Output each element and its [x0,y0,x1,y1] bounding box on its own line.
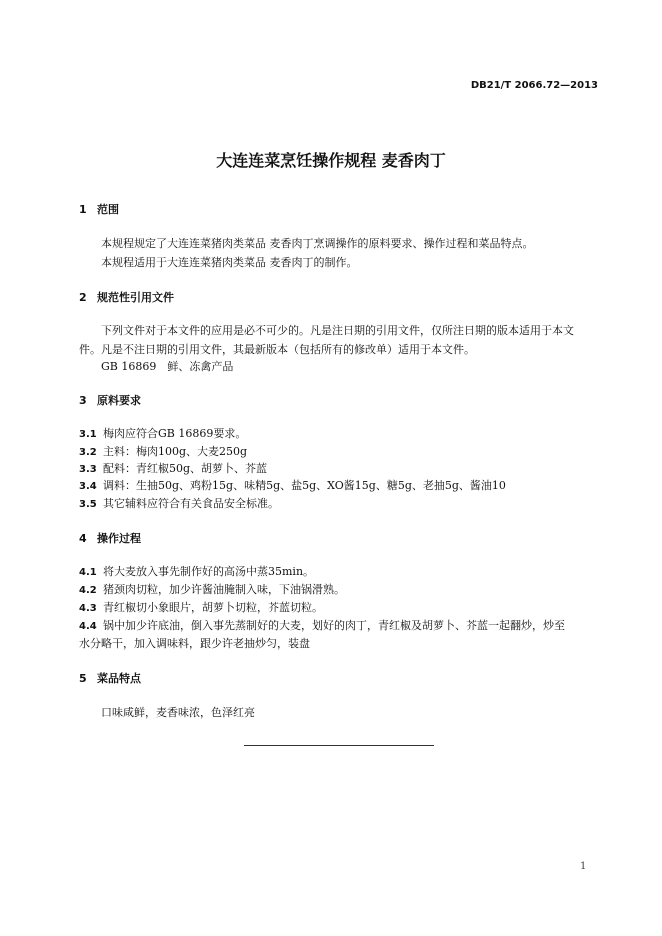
item-text: 调料：生抽50g、鸡粉15g、味精5g、盐5g、XO酱15g、糖5g、老抽5g、酱油10 [103,479,506,492]
list-item [79,563,314,579]
item-number: 4.1 [79,567,97,578]
page-number: 1 [580,861,587,872]
section-number: 3 [79,394,87,407]
item-text: 其它辅料应符合有关食品安全标准。 [103,497,279,510]
section-heading-materials [79,392,141,408]
section-heading-scope [79,201,119,217]
section-title: 操作过程 [97,532,141,545]
item-number: 3.3 [79,464,97,475]
item-text: 主料：梅肉100g、大麦250g [103,445,248,458]
section-number: 5 [79,672,87,685]
item-number: 3.5 [79,499,97,510]
section-heading-dish-features [79,670,141,686]
list-item [79,443,247,459]
page-title: 大连连菜烹饪操作规程 麦香肉丁 [216,151,446,170]
item-number: 4.2 [79,585,97,596]
list-item [79,581,345,597]
item-text: 将大麦放入事先制作好的高汤中蒸35min。 [103,565,315,578]
section-number: 2 [79,291,87,304]
item-number: 3.1 [79,429,97,440]
paragraph-continuation: 水分略干，加入调味料，跟少许老抽炒匀，装盘 [79,637,310,650]
section-heading-procedure [79,530,141,546]
paragraph: 口味咸鲜，麦香味浓，色泽红亮 [101,706,255,719]
section-title: 菜品特点 [97,672,141,685]
paragraph: 下列文件对于本文件的应用是必不可少的。凡是注日期的引用文件，仅所注日期的版本适用于本文 [101,324,574,337]
list-item [79,617,565,633]
section-heading-normative-references [79,289,174,305]
end-divider [244,745,434,746]
paragraph: 本规程规定了大连连菜猪肉类菜品 麦香肉丁烹调操作的原料要求、操作过程和菜品特点。 [101,237,534,250]
list-item [79,495,279,511]
item-number: 4.4 [79,621,97,632]
item-text: 梅肉应符合GB 16869要求。 [103,427,247,440]
item-number: 3.2 [79,447,97,458]
paragraph: 本规程适用于大连连菜猪肉类菜品 麦香肉丁的制作。 [101,256,358,269]
item-text: 青红椒切小象眼片，胡萝卜切粒，芥蓝切粒。 [103,601,323,614]
section-number: 4 [79,532,87,545]
list-item [79,477,506,493]
item-number: 4.3 [79,603,97,614]
item-number: 3.4 [79,481,97,492]
section-title: 范围 [97,203,119,216]
item-text: 猪颈肉切粒，加少许酱油腌制入味，下油锅滑熟。 [103,583,345,596]
document-number: DB21/T 2066.72—2013 [470,80,598,91]
list-item [79,599,323,615]
reference-item: GB 16869 鲜、冻禽产品 [101,360,234,373]
section-title: 规范性引用文件 [97,291,174,304]
paragraph-continuation: 件。凡是不注日期的引用文件，其最新版本（包括所有的修改单）适用于本文件。 [79,343,475,356]
item-text: 配料：青红椒50g、胡萝卜、芥蓝 [103,462,268,475]
item-text: 锅中加少许底油，倒入事先蒸制好的大麦，划好的肉丁，青红椒及胡萝卜、芥蓝一起翻炒，炒至 [103,619,565,632]
list-item [79,425,246,441]
list-item [79,460,267,476]
section-title: 原料要求 [97,394,141,407]
section-number: 1 [79,203,87,216]
